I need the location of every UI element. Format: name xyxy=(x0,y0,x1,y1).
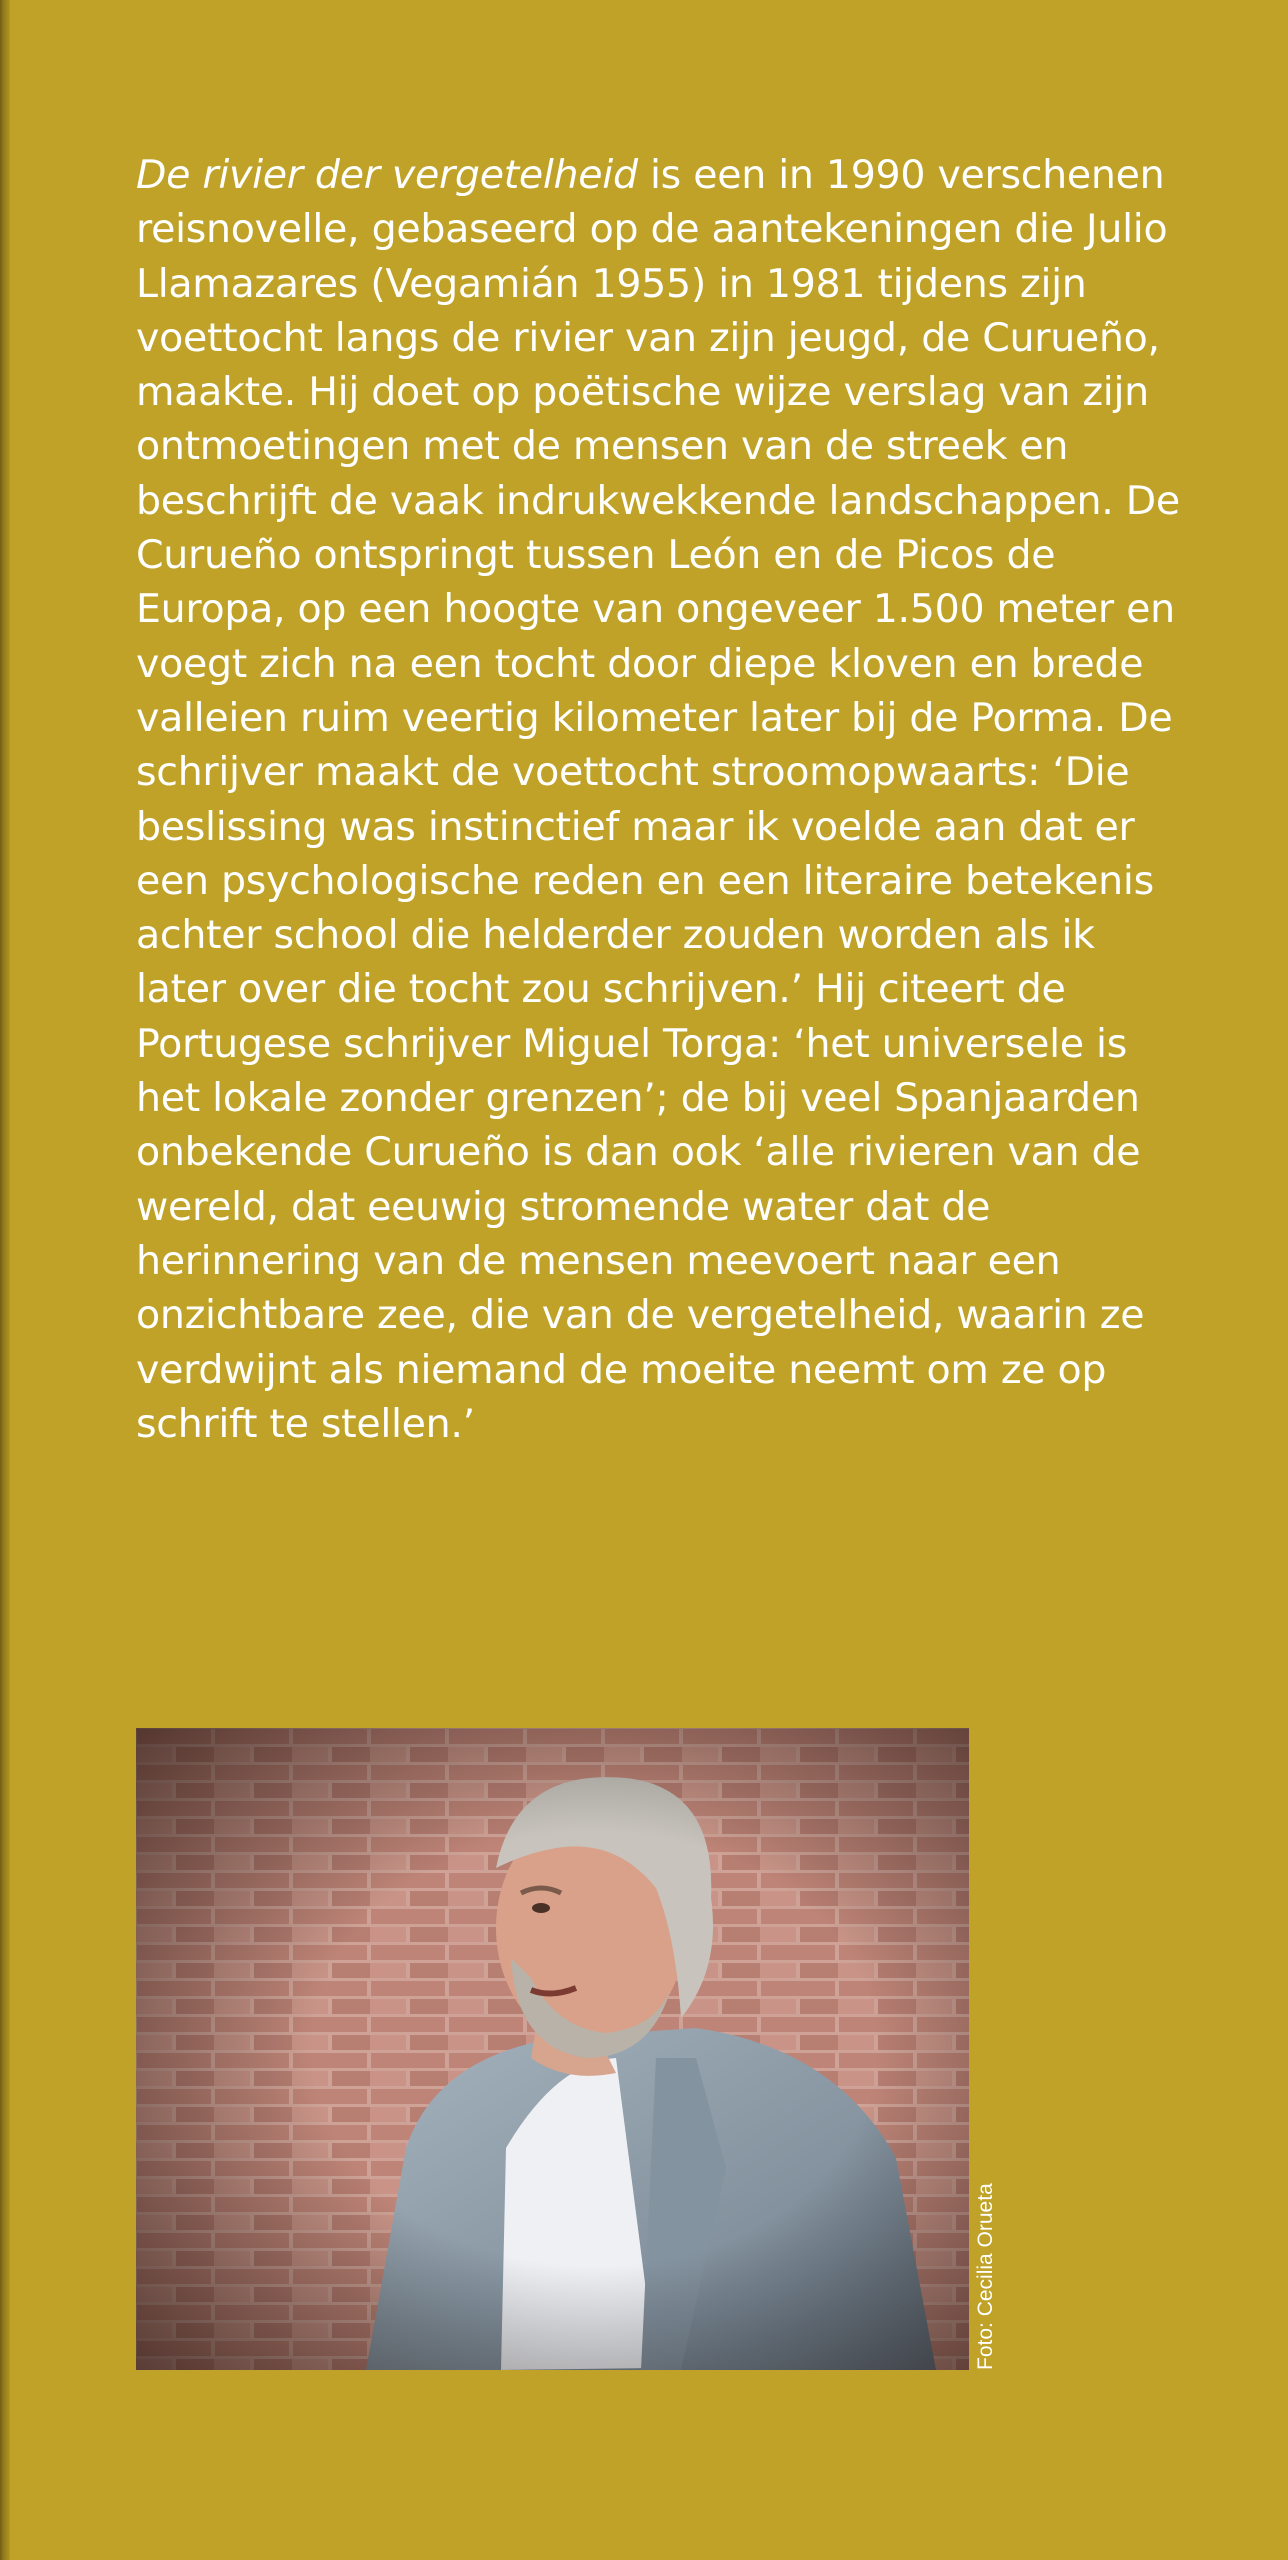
book-blurb xyxy=(136,148,1186,1451)
author-photo xyxy=(136,1728,969,2370)
photo-credit: Foto: Cecilia Orueta xyxy=(974,2183,997,2370)
blurb-text: is een in 1990 verschenen reisnovelle, gebaseerd op de aantekeningen die Julio Llamazares (Vegamián 1955) in 1981 tijdens zijn voettocht langs de rivier van zijn jeugd, de Curueño, maakte. Hij doet op poëtische wijze verslag van zijn ontmoetingen met de mensen van de streek en beschrijft de vaak indrukwekkende landschappen. De Curueño ontspringt tussen León en de Picos de Europa, op een hoogte van ongeveer 1.500 meter en voegt zich na een tocht door diepe kloven en brede valleien ruim veertig kilometer later bij de Porma. De schrijver maakt de voettocht stroomopwaarts: ‘Die beslissing was instinctief maar ik voelde aan dat er een psychologische reden en een literaire betekenis achter school die helderder zouden worden als ik later over die tocht zou schrijven.’ Hij citeert de Portugese schrijver Miguel Torga: ‘het universele is het lokale zonder grenzen’; de bij veel Spanjaarden onbekende Curueño is dan ook ‘alle rivieren van de wereld, dat eeuwig stromende water dat de herinnering van de mensen meevoert naar een onzichtbare zee, die van de vergetelheid, waarin ze verdwijnt als niemand de moeite neemt om ze op schrift te stellen.’ xyxy=(136,152,1180,1447)
spine-edge xyxy=(0,0,10,2560)
book-title: De rivier der vergetelheid xyxy=(136,152,638,198)
